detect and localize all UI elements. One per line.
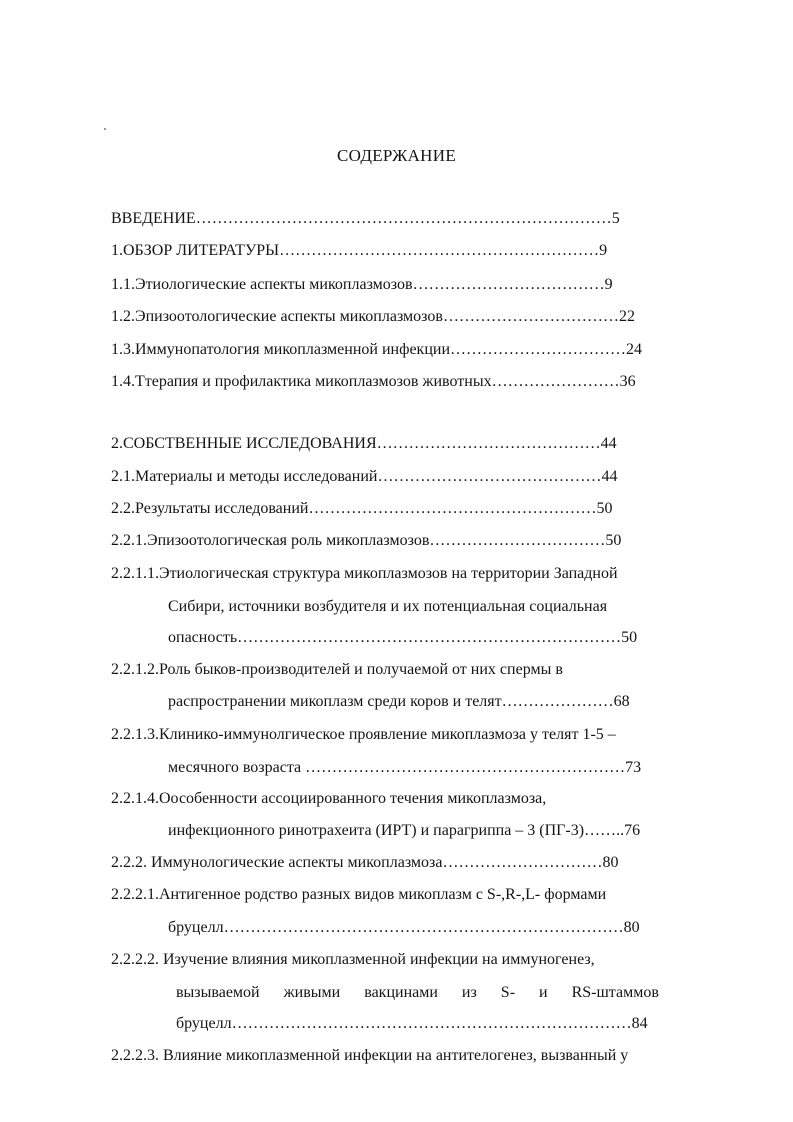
toc-entry: 1.2.Эпизоотологические аспекты микоплазмозов……………………………22: [111, 308, 635, 325]
toc-entry: 2.2.1.3.Клинико-иммунолгическое проявление микоплазмоза у телят 1-5 –: [111, 726, 616, 743]
toc-entry-continuation: опасность………………………………………………………………50: [168, 629, 638, 646]
toc-entry-continuation: распространении микоплазм среди коров и телят…………………68: [168, 693, 630, 710]
toc-entry: 2.2.1.Эпизоотологическая роль микоплазмозов……………………………50: [111, 532, 622, 549]
toc-entry: 2.2.2.3. Влияние микоплазменной инфекции на антителогенез, вызванный у: [111, 1047, 629, 1064]
toc-entry-continuation: бруцелл…………………………………………………………………80: [168, 919, 640, 936]
toc-entry: 2.2.1.2.Роль быков-производителей и получаемой от них спермы в: [111, 661, 563, 678]
toc-entry: 2.2.1.4.Оособенности ассоциированного течения микоплазмоза,: [111, 790, 547, 807]
toc-entry: 2.2.1.1.Этиологическая структура микоплазмозов на территории Западной: [111, 565, 618, 582]
toc-entry: 1.1.Этиологические аспекты микоплазмозов………………………………9: [111, 276, 613, 293]
page-title: СОДЕРЖАНИЕ: [336, 146, 457, 165]
toc-entry: 1.3.Иммунопатология микоплазменной инфекции……………………………24: [111, 341, 643, 358]
toc-entry-continuation: месячного возраста ……………………………………………………73: [168, 759, 642, 776]
toc-entry-continuation: бруцелл…………………………………………………………………84: [176, 1015, 648, 1032]
toc-entry: 1.ОБЗОР ЛИТЕРАТУРЫ……………………………………………………9: [111, 242, 608, 259]
toc-entry: 2.СОБСТВЕННЫЕ ИССЛЕДОВАНИЯ……………………………………44: [111, 435, 617, 452]
toc-entry-continuation: вызываемой живыми вакцинами из S- и RS-штаммов: [176, 984, 659, 1001]
toc-entry-continuation: Сибири, источники возбудителя и их потенциальная социальная: [168, 598, 608, 615]
toc-entry: 1.4.Ттерапия и профилактика микоплазмозов животных……………………36: [111, 373, 636, 390]
toc-entry: ВВЕДЕНИЕ……………………………………………………………………5: [111, 210, 620, 227]
toc-entry: 2.2.Результаты исследований………………………………………………50: [111, 500, 613, 517]
scan-speck: [104, 128, 106, 130]
toc-entry: 2.2.2.1.Антигенное родство разных видов микоплазм с S-,R-,L- формами: [111, 886, 607, 903]
toc-entry: 2.2.2. Иммунологические аспекты микоплазмоза…………………………80: [111, 854, 619, 871]
toc-entry: 2.1.Материалы и методы исследований……………………………………44: [111, 468, 618, 485]
toc-entry-continuation: инфекционного ринотрахеита (ИРТ) и парагриппа – 3 (ПГ-3)……..76: [168, 822, 641, 839]
toc-entry: 2.2.2.2. Изучение влияния микоплазменной инфекции на иммуногенез,: [111, 951, 595, 968]
